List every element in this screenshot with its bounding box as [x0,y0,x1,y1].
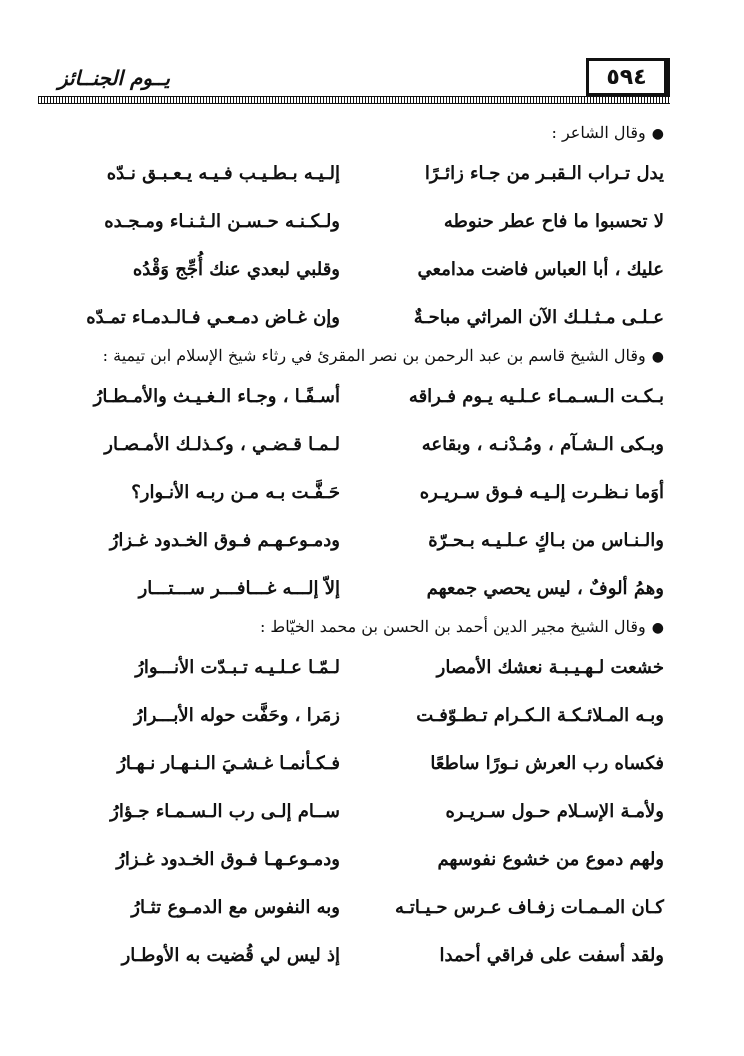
verse-line [60,739,664,787]
bullet-icon: ● [651,349,664,365]
page-body [60,118,664,979]
verse-line [60,293,664,341]
first-hemistich: بـكـت الـسـمـاء عـلـيه يـوم فـراقه [408,385,664,407]
running-title: يــوم الجنــائز [58,66,170,90]
first-hemistich: خشعت لـهـيـبـة نعشك الأمصار [436,656,664,678]
intro-text: وقال الشاعر : [551,123,646,142]
verse-line [60,564,664,612]
section-intro [60,118,664,149]
verse-line [60,245,664,293]
first-hemistich: ولهم دموع من خشوع نفوسهم [437,848,664,870]
page-header [38,58,670,100]
second-hemistich: ولـكـنـه حـسـن الـثـنـاء ومـجـده [104,210,340,232]
verse-line [60,787,664,835]
section-intro [60,612,664,643]
first-hemistich: لا تحسبوا ما فاح عطر حنوطه [443,210,664,232]
verse-line [60,420,664,468]
verse-line [60,149,664,197]
verse-line [60,468,664,516]
verse-line [60,691,664,739]
section-intro [60,341,664,372]
header-rule [38,96,670,104]
verse-line [60,835,664,883]
second-hemistich: أسـفًـا ، وجـاء الـغـيـث والأمـطـارُ [93,385,340,407]
bullet-icon: ● [651,126,664,142]
intro-text: وقال الشيخ مجير الدين أحمد بن الحسن بن محمد الخيّاط : [259,617,646,636]
first-hemistich: عـلـى مـثـلـك الآن المراثي مباحـةٌ [413,306,664,328]
first-hemistich: والـنـاس من بـاكٍ عـلـيـه بـحـرّة [428,529,664,551]
second-hemistich: إذ ليس لي قُضيت به الأوطـار [121,944,340,966]
bullet-icon: ● [651,620,664,636]
second-hemistich: حَـفَّـت بـه مـن ربـه الأنـوار؟ [131,481,340,503]
first-hemistich: وهمُ ألوفٌ ، ليس يحصي جمعهم [426,577,664,599]
first-hemistich: عليك ، أبا العباس فاضت مدامعي [417,258,664,280]
first-hemistich: وبـكى الـشـآم ، ومُـدْنـه ، وبقاعه [421,433,664,455]
verse-line [60,643,664,691]
first-hemistich: ولقد أسفت على فراقي أحمدا [439,944,664,966]
second-hemistich: إلاّ إلـــه غـــافـــر ســـتـــار [138,577,340,599]
first-hemistich: ولأمـة الإسـلام حـول سـريـره [445,800,664,822]
second-hemistich: لـمـا قـضـي ، وكـذلـك الأمـصـار [104,433,340,455]
second-hemistich: وقلبي لبعدي عنك أُجِّج وَقْدُه [132,258,340,280]
first-hemistich: وبـه المـلائـكـة الـكـرام تـطـوّفـت [416,704,664,726]
second-hemistich: فـكـأنمـا غـشـيَ الـنـهـار نـهـارُ [117,752,340,774]
second-hemistich: وبه النفوس مع الدمـوع تثـارُ [131,896,340,918]
verse-line [60,372,664,420]
second-hemistich: إلـيـه بـطـيـب فـيـه يـعـبـق نـدّه [106,162,340,184]
verse-line [60,197,664,245]
first-hemistich: أوَما نـظـرت إلـيـه فـوق سـريـره [419,481,664,503]
first-hemistich: كـان المـمـات زفـاف عـرس حـيـاتـه [394,896,664,918]
second-hemistich: ودمـوعـهـا فـوق الخـدود غـزارُ [116,848,340,870]
second-hemistich: ســام إلـى رب الـسـمـاء جـؤارُ [110,800,340,822]
second-hemistich: زمَرا ، وحَفَّت حوله الأبـــرارُ [133,704,340,726]
second-hemistich: ودمـوعـهـم فـوق الخـدود غـزارُ [109,529,340,551]
second-hemistich: لـمّـا عـلـيـه تـبـدّت الأنـــوارُ [135,656,340,678]
verse-line [60,883,664,931]
page-number: ٥٩٤ [586,58,670,96]
first-hemistich: يدل تـراب الـقبـر من جـاء زائـرًا [424,162,664,184]
verse-line [60,931,664,979]
intro-text: وقال الشيخ قاسم بن عبد الرحمن بن نصر المقرئ في رثاء شيخ الإسلام ابن تيمية : [102,346,646,365]
verse-line [60,516,664,564]
second-hemistich: وإن غـاض دمـعـي فـالـدمـاء تمـدّه [86,306,340,328]
first-hemistich: فكساه رب العرش نـورًا ساطعًا [430,752,664,774]
